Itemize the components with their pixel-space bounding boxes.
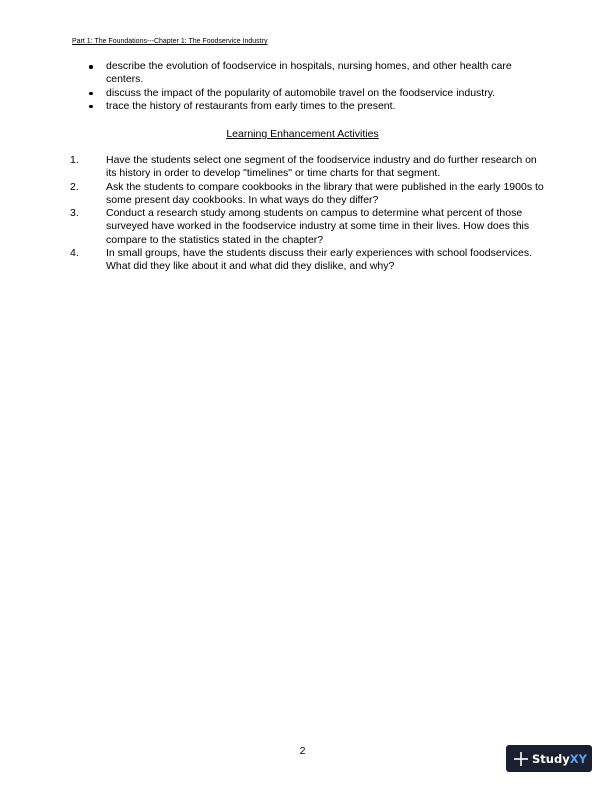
activity-text: Ask the students to compare cookbooks in the library that were published in the early 1900s to some present day cookbooks. In what ways do they differ? [106, 180, 544, 206]
objective-text: trace the history of restaurants from early times to the present. [106, 99, 396, 112]
activity-text: Have the students select one segment of the foodservice industry and do further research on its history in order to develop "timelines" or time charts for that segment. [106, 154, 537, 180]
plus-sparkle-icon [514, 752, 528, 766]
bullet-icon [89, 92, 93, 96]
badge-brand-accent: XY [569, 751, 587, 766]
bullet-icon [89, 105, 93, 109]
list-item [0, 247, 546, 274]
list-item [0, 207, 546, 247]
list-item [0, 154, 546, 181]
running-header: Part 1: The Foundations---Chapter 1: The Foodservice Industry [72, 38, 268, 45]
item-number: 1. [70, 154, 79, 166]
objective-text: describe the evolution of foodservice in hospitals, nursing homes, and other health care centers. [106, 60, 512, 86]
list-item [0, 60, 546, 87]
badge-brand-main: Study [532, 751, 570, 766]
list-item [0, 87, 546, 100]
objectives-list [0, 60, 612, 113]
activities-list [0, 154, 612, 274]
section-title: Learning Enhancement Activities [226, 128, 379, 140]
item-number: 2. [70, 180, 79, 193]
item-number: 3. [70, 207, 79, 220]
bullet-icon [89, 65, 93, 69]
item-number: 4. [70, 247, 79, 260]
badge-label [532, 752, 587, 766]
objective-text: discuss the impact of the popularity of automobile travel on the foodservice industry. [106, 86, 496, 99]
page-number: 2 [299, 745, 306, 757]
list-item [0, 181, 546, 208]
list-item [0, 100, 546, 113]
studyxy-badge[interactable] [506, 745, 592, 772]
activity-text: Conduct a research study among students on campus to determine what percent of those surveyed have worked in the foodservice industry at some time in their lives. How does this compare to the statistics stated in the chapter? [106, 207, 530, 246]
activity-text: In small groups, have the students discuss their early experiences with school foodservices. What did they like about it and what did they dislike, and why? [106, 247, 533, 273]
